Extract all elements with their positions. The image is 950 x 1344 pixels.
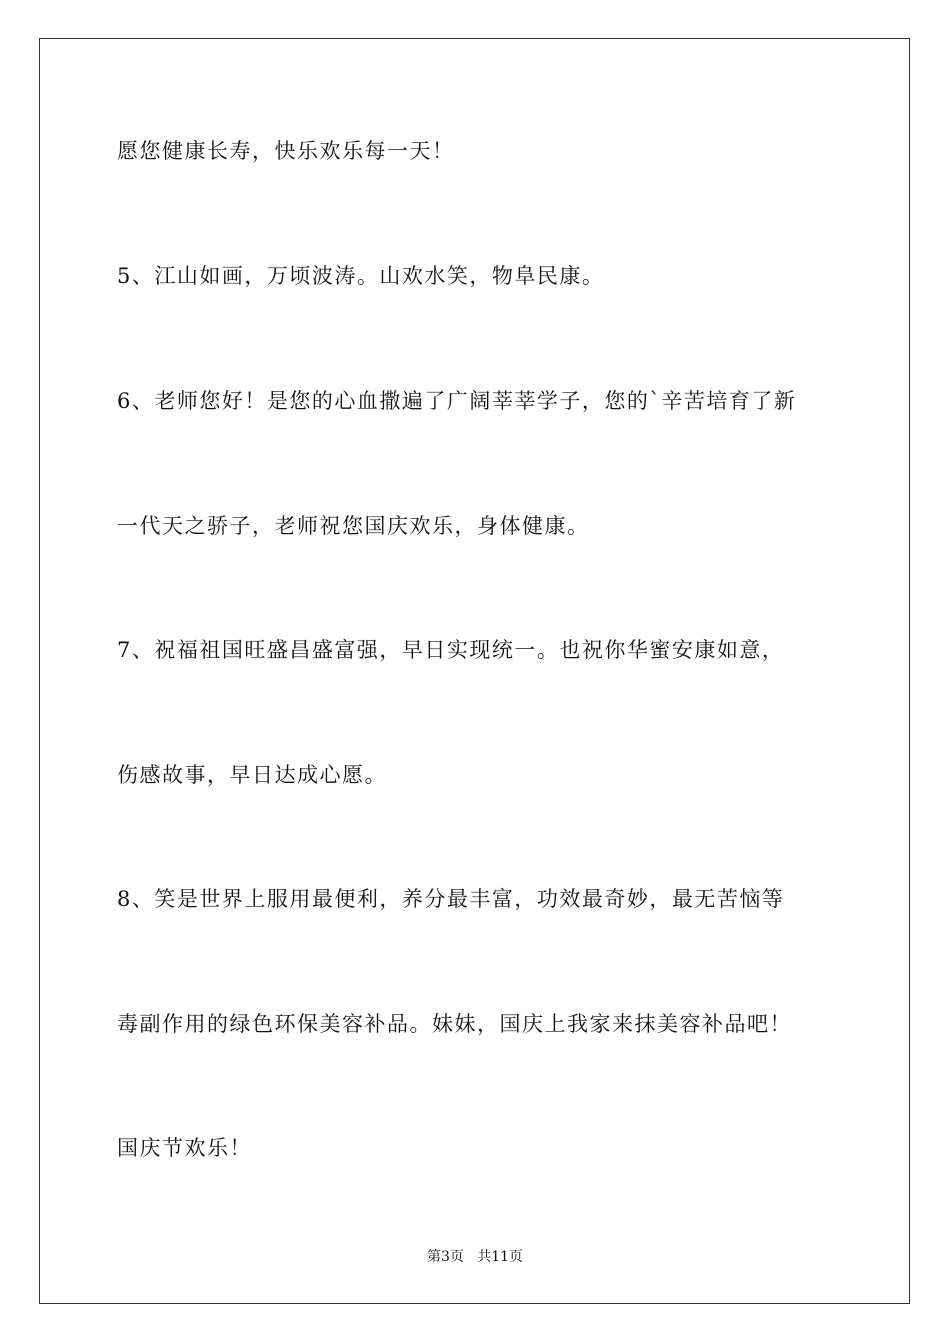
text-line-2: 5、江山如画，万顷波涛。山欢水笑，物阜民康。: [117, 264, 605, 288]
page-border: [39, 38, 910, 1304]
text-line-8: 毒副作用的绿色环保美容补品。妹妹，国庆上我家来抹美容补品吧！: [117, 1012, 792, 1036]
text-line-4: 一代天之骄子，老师祝您国庆欢乐，身体健康。: [117, 514, 590, 538]
text-line-5: 7、祝福祖国旺盛昌盛富强，早日实现统一。也祝你华蜜安康如意，: [117, 638, 785, 662]
text-line-9: 国庆节欢乐！: [117, 1136, 252, 1160]
page-number-footer: 第3页 共11页: [426, 1249, 524, 1265]
text-line-3: 6、老师您好！是您的心血撒遍了广阔莘莘学子，您的`辛苦培育了新: [117, 389, 797, 413]
text-line-6: 伤感故事，早日达成心愿。: [117, 763, 387, 787]
text-line-1: 愿您健康长寿，快乐欢乐每一天！: [117, 139, 455, 163]
text-line-7: 8、笑是世界上服用最便利，养分最丰富，功效最奇妙，最无苦恼等: [117, 887, 785, 911]
